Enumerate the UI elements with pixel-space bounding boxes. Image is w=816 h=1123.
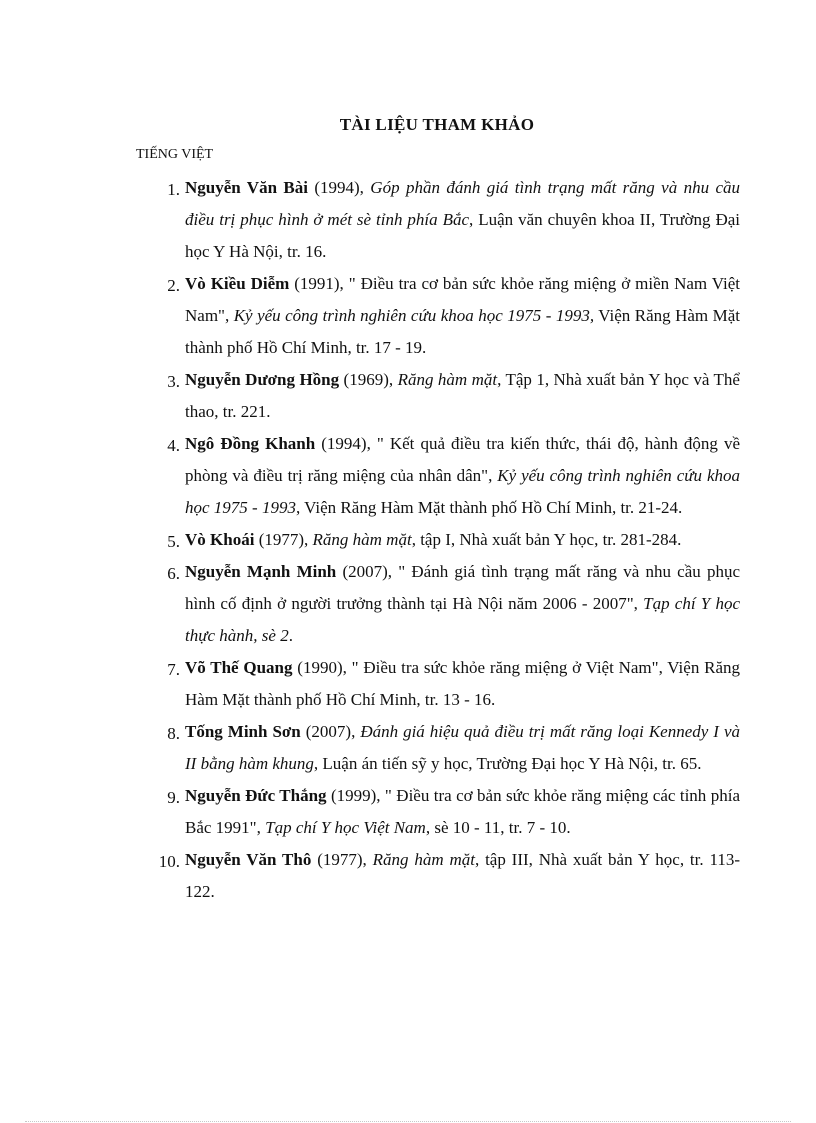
reference-item bbox=[150, 780, 740, 844]
reference-number: 8. bbox=[167, 724, 180, 743]
reference-author: Vò Kiều Diễm bbox=[185, 274, 290, 293]
reference-text: (1969), bbox=[339, 370, 398, 389]
reference-text: (1990), " Điều tra sức khỏe răng miệng ở Việt Nam", Viện Răng Hàm Mặt thành phố Hồ Chí Minh, tr. 13 - 16. bbox=[185, 658, 740, 709]
reference-text: , sè 10 - 11, tr. 7 - 10. bbox=[425, 818, 571, 837]
reference-number: 9. bbox=[167, 788, 180, 807]
reference-item bbox=[150, 556, 740, 652]
reference-list bbox=[150, 172, 740, 908]
reference-title: Răng hàm mặt bbox=[372, 850, 475, 869]
reference-author: Tống Minh Sơn bbox=[185, 722, 301, 741]
reference-text: , tập I, Nhà xuất bản Y học, tr. 281-284. bbox=[411, 530, 682, 549]
reference-title: Tạp chí Y học thực hành, sè 2 bbox=[185, 594, 740, 645]
reference-number: 2. bbox=[167, 276, 180, 295]
reference-author: Nguyễn Dương Hồng bbox=[185, 370, 340, 389]
reference-title: Kỷ yếu công trình nghiên cứu khoa học 1975 - 1993, bbox=[233, 306, 595, 325]
reference-text: (1977), bbox=[254, 530, 313, 549]
reference-title: Góp phần đánh giá tình trạng mất răng và nhu cầu điều trị phục hình ở mét sè tỉnh phía Bắc bbox=[185, 178, 741, 229]
reference-author: Nguyễn Mạnh Minh bbox=[185, 562, 337, 581]
reference-number: 4. bbox=[167, 436, 180, 455]
reference-text: (1991), " Điều tra cơ bản sức khỏe răng miệng ở miền Nam Việt Nam", bbox=[185, 274, 740, 325]
reference-item bbox=[150, 716, 740, 780]
reference-author: Nguyễn Văn Bài bbox=[185, 178, 308, 197]
reference-author: Võ Thế Quang bbox=[185, 658, 293, 677]
reference-text: , Luận án tiến sỹ y học, Trường Đại học Y Hà Nội, tr. 65. bbox=[313, 754, 702, 773]
reference-text: (1994), bbox=[307, 178, 371, 197]
reference-item bbox=[150, 428, 740, 524]
reference-item bbox=[150, 364, 740, 428]
reference-text: (2007), bbox=[300, 722, 361, 741]
reference-number: 3. bbox=[167, 372, 180, 391]
reference-item bbox=[150, 652, 740, 716]
reference-author: Nguyễn Đức Thắng bbox=[185, 786, 327, 805]
reference-text: , Tập 1, Nhà xuất bản Y học và Thể thao, tr. 221. bbox=[185, 370, 740, 421]
reference-title: Đánh giá hiệu quả điều trị mất răng loại Kennedy I và II bằng hàm khung bbox=[185, 722, 740, 773]
reference-number: 1. bbox=[167, 180, 180, 199]
reference-item bbox=[150, 524, 740, 556]
section-heading: TIẾNG VIỆT bbox=[136, 147, 214, 162]
page-title: TÀI LIỆU THAM KHẢO bbox=[339, 115, 535, 134]
reference-author: Vò Khoái bbox=[185, 530, 255, 549]
reference-author: Nguyễn Văn Thô bbox=[185, 850, 312, 869]
reference-author: Ngô Đồng Khanh bbox=[185, 434, 316, 453]
reference-item bbox=[150, 172, 740, 268]
reference-item bbox=[150, 268, 740, 364]
reference-title: Tạp chí Y học Việt Nam bbox=[265, 818, 426, 837]
reference-text: (1994), " Kết quả điều tra kiến thức, thái độ, hành động về phòng và điều trị răng miệng của nhân dân", bbox=[185, 434, 740, 485]
reference-text: , tập III, Nhà xuất bản Y học, tr. 113-122. bbox=[185, 850, 740, 901]
reference-number: 6. bbox=[167, 564, 180, 583]
reference-text: , Luận văn chuyên khoa II, Trường Đại học Y Hà Nội, tr. 16. bbox=[185, 210, 740, 261]
reference-text: (1999), " Điều tra cơ bản sức khỏe răng miệng các tỉnh phía Bắc 1991", bbox=[185, 786, 740, 837]
reference-item bbox=[150, 844, 740, 908]
reference-title: Kỷ yếu công trình nghiên cứu khoa học 1975 - 1993 bbox=[185, 466, 740, 517]
reference-title: Răng hàm mặt bbox=[312, 530, 412, 549]
page-footer-divider bbox=[25, 1121, 791, 1122]
reference-number: 10. bbox=[158, 852, 180, 871]
reference-number: 5. bbox=[167, 532, 180, 551]
reference-text: . bbox=[288, 626, 293, 645]
reference-number: 7. bbox=[167, 660, 180, 679]
reference-text: (1977), bbox=[311, 850, 373, 869]
reference-text: , Viện Răng Hàm Mặt thành phố Hồ Chí Minh, tr. 21-24. bbox=[295, 498, 683, 517]
reference-text: (2007), " Đánh giá tình trạng mất răng và nhu cầu phục hình cố định ở người trưởng thành tại Hà Nội năm 2006 - 2007", bbox=[185, 562, 740, 613]
reference-title: Răng hàm mặt bbox=[397, 370, 498, 389]
reference-text: Viện Răng Hàm Mặt thành phố Hồ Chí Minh, tr. 17 - 19. bbox=[185, 306, 741, 357]
